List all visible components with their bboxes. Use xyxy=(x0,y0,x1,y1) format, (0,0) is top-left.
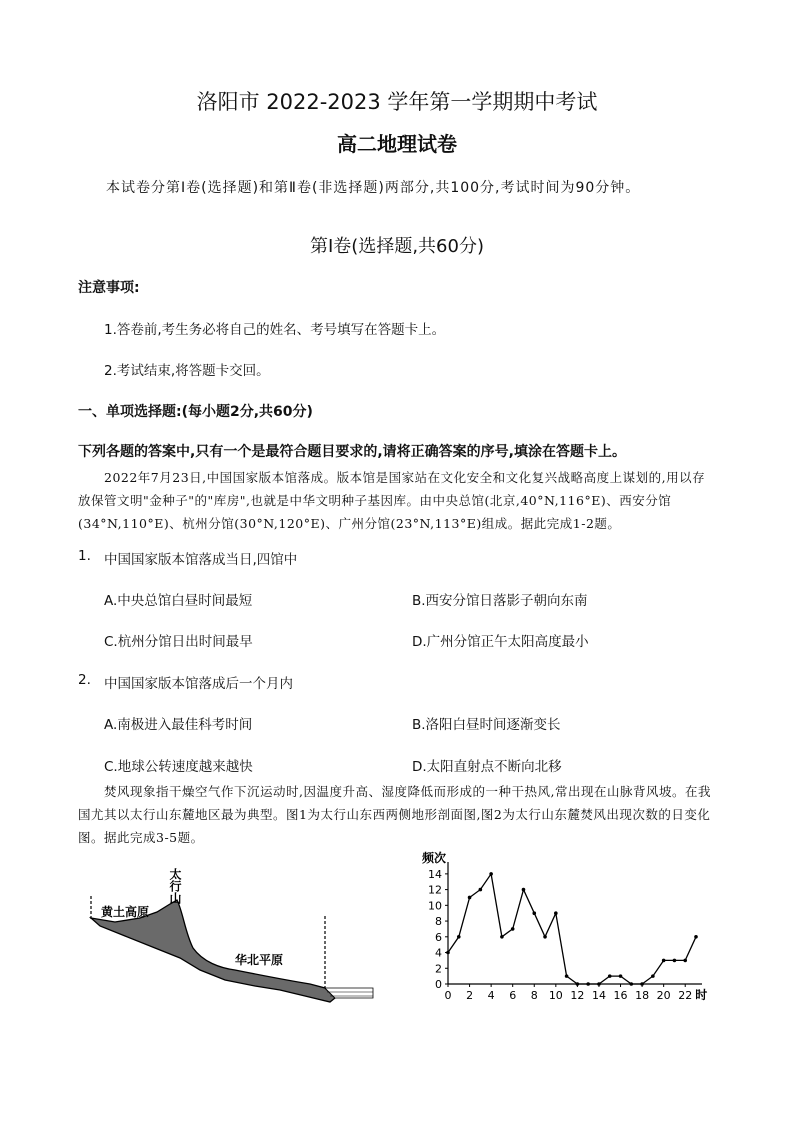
foehn-frequency-chart xyxy=(418,848,718,1010)
data-point xyxy=(565,974,569,978)
material-paragraph: 2022年7月23日,中国国家版本馆落成。版本馆是国家站在文化安全和文化复兴战略高度上谋划的,用以存放保管文明"金种子"的"库房",也就是中华文明种子基因库。由中央总馆(北京,40°N,116°E)、西安分馆(34°N,110°E)、杭州分馆(30°N,120°E)、广州分馆(23°N,113°E)组成。据此完成1-2题。 xyxy=(78,470,706,531)
question-number: 2. xyxy=(78,672,91,688)
data-point xyxy=(673,959,677,963)
option-c: C.地球公转速度越来越快 xyxy=(104,759,253,775)
option-d: D.太阳直射点不断向北移 xyxy=(412,759,562,775)
x-tick-label: 16 xyxy=(613,989,628,1002)
question-text: 中国国家版本馆落成当日,四馆中 xyxy=(104,552,298,568)
y-tick-label: 8 xyxy=(435,915,442,929)
x-tick-label: 8 xyxy=(530,989,538,1002)
taihang-mountain-label: 太行山 xyxy=(168,868,182,904)
data-point xyxy=(597,982,601,986)
question-number: 1. xyxy=(78,548,91,564)
data-point xyxy=(489,872,493,876)
series-line xyxy=(448,874,696,984)
data-point xyxy=(662,959,666,963)
question-text: 中国国家版本馆落成后一个月内 xyxy=(104,676,293,692)
x-tick-label: 6 xyxy=(509,989,517,1002)
material-paragraph: 焚风现象指干燥空气作下沉运动时,因温度升高、湿度降低而形成的一种干热风,常出现在山脉背风坡。在我国尤其以太行山东麓地区最为典型。图1为太行山东西两侧地形剖面图,图2为太行山东麓焚风出现次数的日变化图。据此完成3-5题。 xyxy=(78,784,711,845)
data-point xyxy=(500,935,504,939)
data-point xyxy=(630,982,634,986)
data-point xyxy=(651,974,655,978)
terrain-profile-figure xyxy=(85,852,380,1012)
data-point xyxy=(640,982,644,986)
option-a: A.中央总馆白昼时间最短 xyxy=(104,593,253,609)
data-point xyxy=(522,888,526,892)
data-point xyxy=(511,927,515,931)
x-tick-label: 12 xyxy=(570,989,585,1002)
y-tick-label: 4 xyxy=(435,946,442,960)
x-tick-label: 10 xyxy=(548,989,563,1002)
data-point xyxy=(457,935,461,939)
x-tick-label: 0 xyxy=(444,989,452,1002)
x-axis-label: 时 xyxy=(695,988,708,1002)
x-tick-label: 22 xyxy=(678,989,693,1002)
notes-heading: 注意事项: xyxy=(78,280,140,296)
option-c: C.杭州分馆日出时间最早 xyxy=(104,634,253,650)
y-axis-label: 频次 xyxy=(422,851,447,865)
data-point xyxy=(683,959,687,963)
x-tick-label: 20 xyxy=(656,989,671,1002)
data-point xyxy=(446,951,450,955)
data-point xyxy=(468,896,472,900)
chart-series xyxy=(446,872,698,986)
data-point xyxy=(532,911,536,915)
data-point xyxy=(694,935,698,939)
y-tick-label: 0 xyxy=(435,978,442,991)
x-tick-label: 18 xyxy=(635,989,650,1002)
exam-subtitle: 高二地理试卷 xyxy=(337,132,457,156)
option-b: B.洛阳白昼时间逐渐变长 xyxy=(412,717,561,733)
data-point xyxy=(554,911,558,915)
y-tick-label: 14 xyxy=(428,867,442,881)
data-point xyxy=(479,888,483,892)
exam-title: 洛阳市 2022-2023 学年第一学期期中考试 xyxy=(196,90,598,114)
loess-plateau-label: 黄土高原 xyxy=(101,905,150,919)
y-tick-label: 12 xyxy=(428,883,442,897)
part-instruction: 下列各题的答案中,只有一个是最符合题目要求的,请将正确答案的序号,填涂在答题卡上。 xyxy=(78,444,626,460)
option-a: A.南极进入最佳科考时间 xyxy=(104,717,253,733)
x-tick-label: 14 xyxy=(591,989,606,1002)
y-tick-label: 10 xyxy=(428,899,442,913)
note-item: 1.答卷前,考生务必将自己的姓名、考号填写在答题卡上。 xyxy=(104,322,446,338)
data-point xyxy=(586,982,590,986)
y-tick-label: 6 xyxy=(435,930,442,944)
data-point xyxy=(608,974,612,978)
exam-intro: 本试卷分第Ⅰ卷(选择题)和第Ⅱ卷(非选择题)两部分,共100分,考试时间为90分钟。 xyxy=(106,180,641,196)
data-point xyxy=(619,974,623,978)
x-tick-label: 2 xyxy=(466,989,474,1002)
y-tick-label: 2 xyxy=(435,962,442,976)
chart-ticks xyxy=(428,868,707,1002)
option-d: D.广州分馆正午太阳高度最小 xyxy=(412,634,589,650)
option-b: B.西安分馆日落影子朝向东南 xyxy=(412,593,588,609)
note-item: 2.考试结束,将答题卡交回。 xyxy=(104,363,270,379)
section-title: 第Ⅰ卷(选择题,共60分) xyxy=(310,236,484,257)
data-point xyxy=(576,982,580,986)
north-china-plain-label: 华北平原 xyxy=(235,953,284,967)
part-heading: 一、单项选择题:(每小题2分,共60分) xyxy=(78,404,313,420)
x-tick-label: 4 xyxy=(487,989,495,1002)
taihang-label xyxy=(168,867,182,905)
data-point xyxy=(543,935,547,939)
